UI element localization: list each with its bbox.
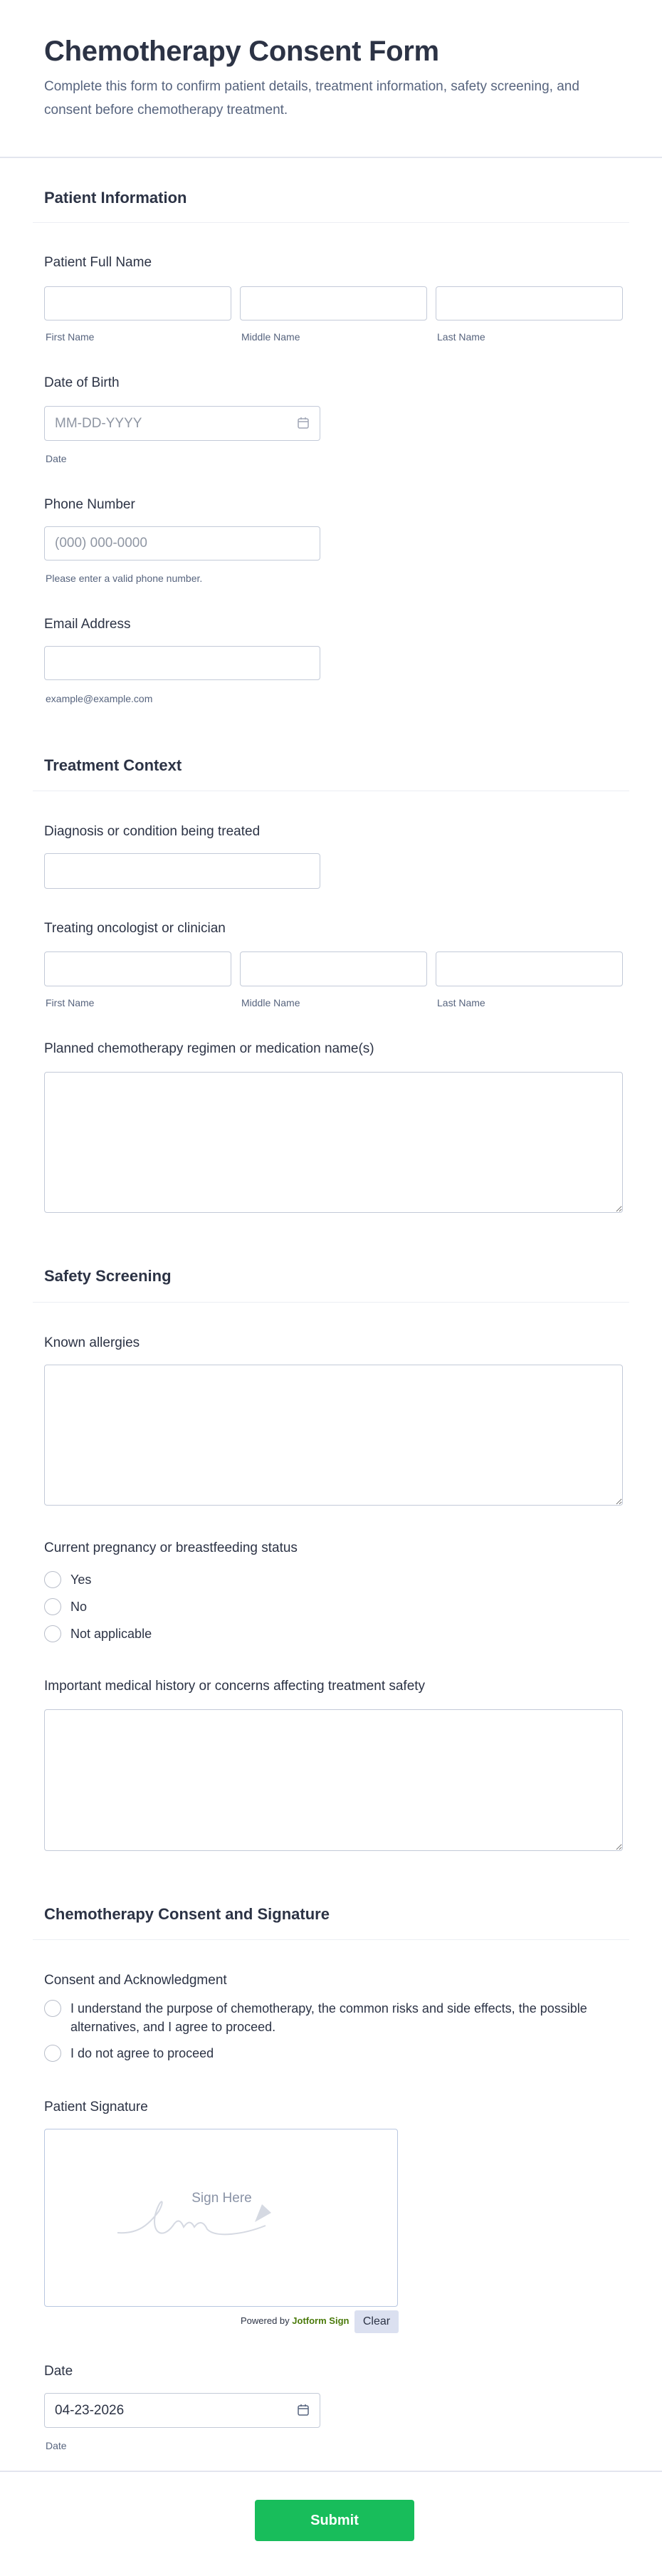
consent-label: Consent and Acknowledgment	[44, 1973, 227, 1988]
phone-label: Phone Number	[44, 497, 135, 512]
last-name-sublabel: Last Name	[437, 331, 485, 343]
patient-name-label: Patient Full Name	[44, 255, 152, 270]
submit-button[interactable]: Submit	[255, 2500, 414, 2541]
oncologist-last-name-input[interactable]	[436, 951, 623, 986]
email-sublabel: example@example.com	[46, 693, 153, 704]
patient-first-name-input[interactable]	[44, 286, 231, 320]
email-label: Email Address	[44, 617, 131, 632]
pregnancy-option-yes[interactable]	[44, 1570, 91, 1589]
first-name-sublabel: First Name	[46, 997, 95, 1008]
phone-sublabel: Please enter a valid phone number.	[46, 573, 203, 584]
patient-middle-name-input[interactable]	[240, 286, 427, 320]
consent-option-agree[interactable]	[44, 1999, 614, 2036]
pregnancy-label: Current pregnancy or breastfeeding status	[44, 1540, 298, 1555]
signature-pad[interactable]	[44, 2129, 398, 2307]
clear-signature-button[interactable]: Clear	[354, 2310, 399, 2333]
pregnancy-option-no[interactable]	[44, 1597, 87, 1616]
radio-button[interactable]	[44, 1598, 61, 1615]
regimen-label: Planned chemotherapy regimen or medication name(s)	[44, 1041, 374, 1056]
radio-button[interactable]	[44, 1571, 61, 1588]
signature-label: Patient Signature	[44, 2100, 148, 2114]
section-divider	[33, 1302, 629, 1303]
header-divider	[0, 157, 662, 158]
section-title-treatment-context: Treatment Context	[44, 756, 182, 774]
allergies-label: Known allergies	[44, 1335, 140, 1350]
powered-by-text: Powered by	[241, 2315, 290, 2326]
footer-divider	[0, 2471, 662, 2472]
patient-last-name-input[interactable]	[436, 286, 623, 320]
consent-option-disagree[interactable]	[44, 2044, 214, 2063]
date-label: Date	[44, 2364, 73, 2379]
date-input[interactable]	[44, 2393, 320, 2428]
section-title-consent-signature: Chemotherapy Consent and Signature	[44, 1905, 330, 1923]
regimen-textarea[interactable]	[44, 1072, 623, 1213]
date-sublabel: Date	[46, 2440, 67, 2451]
powered-by	[241, 2315, 349, 2326]
section-divider	[33, 1939, 629, 1940]
calendar-icon[interactable]	[296, 2403, 310, 2417]
last-name-sublabel: Last Name	[437, 997, 485, 1008]
radio-button[interactable]	[44, 2045, 61, 2062]
page-title: Chemotherapy Consent Form	[44, 36, 439, 67]
first-name-sublabel: First Name	[46, 331, 95, 343]
history-textarea[interactable]	[44, 1709, 623, 1851]
pregnancy-option-not-applicable[interactable]	[44, 1625, 152, 1643]
option-label: Not applicable	[70, 1627, 152, 1641]
dob-sublabel: Date	[46, 453, 67, 464]
calendar-icon[interactable]	[296, 416, 310, 430]
middle-name-sublabel: Middle Name	[241, 997, 300, 1008]
option-label: I understand the purpose of chemotherapy, the common risks and side effects, the possible alternatives, and I agree to proceed.	[70, 2001, 587, 2034]
radio-button[interactable]	[44, 1625, 61, 1642]
radio-button[interactable]	[44, 2000, 61, 2017]
signature-scribble-icon	[116, 2190, 273, 2247]
page-subtitle: Complete this form to confirm patient details, treatment information, safety screening, and consent before chemotherapy treatment.	[44, 79, 579, 118]
dob-input[interactable]	[44, 406, 320, 441]
option-label: No	[70, 1600, 88, 1614]
option-label: Yes	[70, 1573, 92, 1587]
diagnosis-input[interactable]	[44, 853, 320, 889]
history-label: Important medical history or concerns affecting treatment safety	[44, 1679, 426, 1694]
section-title-patient-information: Patient Information	[44, 189, 187, 207]
jotform-sign-brand: Jotform Sign	[292, 2315, 350, 2326]
phone-input[interactable]	[44, 526, 320, 560]
middle-name-sublabel: Middle Name	[241, 331, 300, 343]
sign-here-placeholder: Sign Here	[191, 2191, 252, 2206]
diagnosis-label: Diagnosis or condition being treated	[44, 824, 261, 839]
oncologist-first-name-input[interactable]	[44, 951, 231, 986]
section-divider	[33, 222, 629, 223]
oncologist-middle-name-input[interactable]	[240, 951, 427, 986]
dob-label: Date of Birth	[44, 375, 120, 390]
email-input[interactable]	[44, 646, 320, 680]
section-title-safety-screening: Safety Screening	[44, 1267, 172, 1285]
option-label: I do not agree to proceed	[70, 2046, 214, 2060]
oncologist-label: Treating oncologist or clinician	[44, 921, 226, 936]
allergies-textarea[interactable]	[44, 1365, 623, 1506]
